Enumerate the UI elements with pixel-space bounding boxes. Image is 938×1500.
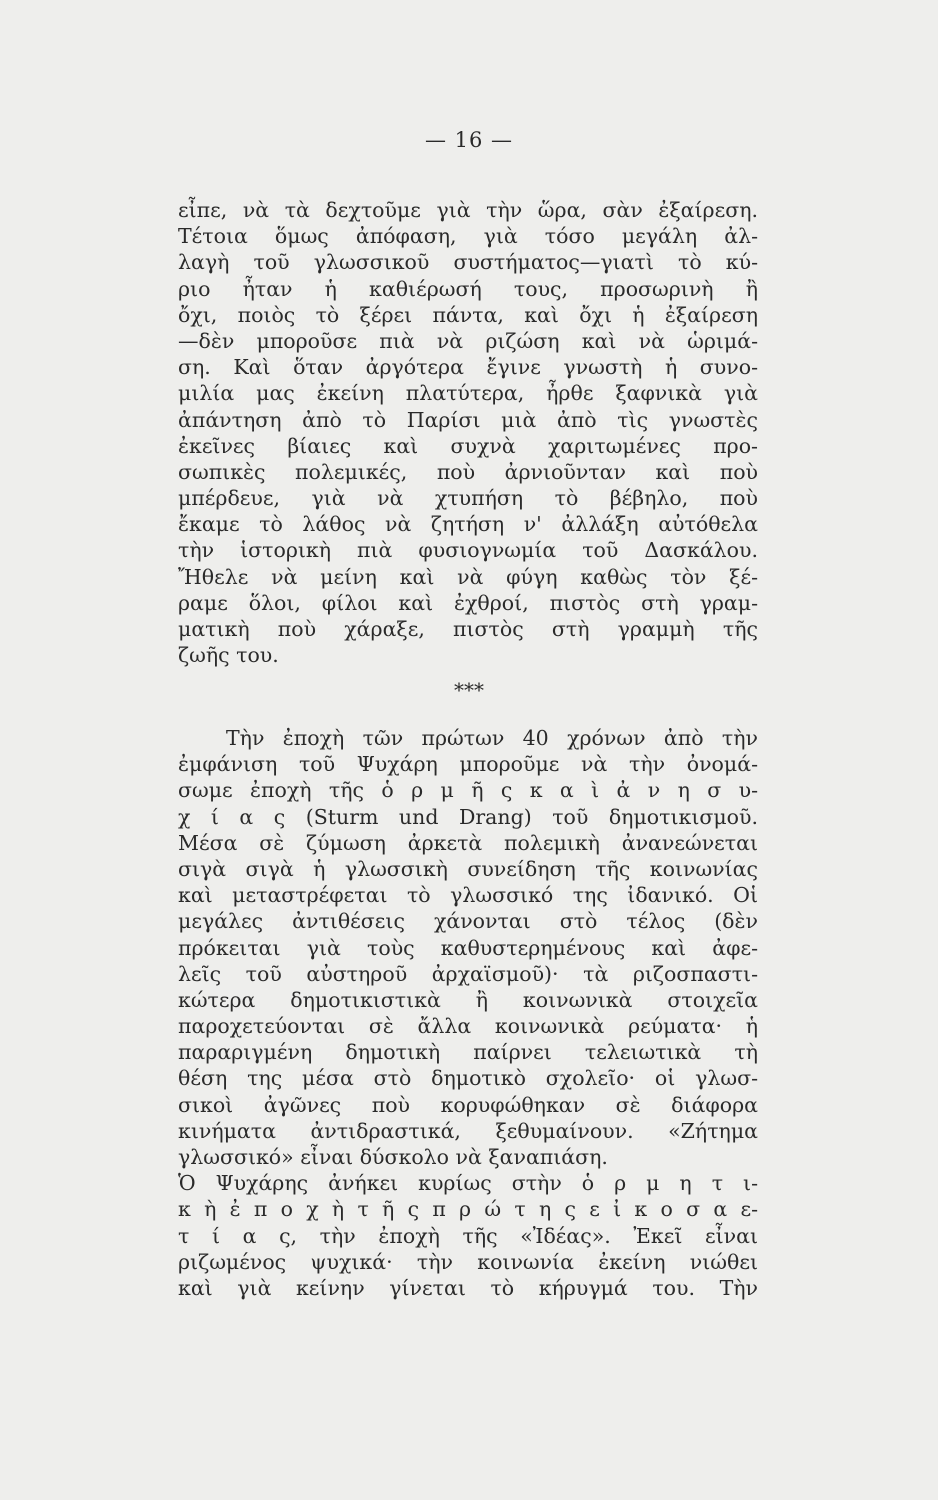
text-line: τ ί α ς, τὴν ἐποχὴ τῆς «Ἰδέας». Ἐκεῖ εἶναι <box>178 1223 758 1248</box>
paragraph-section <box>178 725 758 1301</box>
text-line: εἶπε, νὰ τὰ δεχτοῦμε γιὰ τὴν ὥρα, σὰν ἐξαίρεση. <box>178 198 758 222</box>
text-line: ὄχι, ποιὸς τὸ ξέρει πάντα, καὶ ὄχι ἡ ἐξαίρεση <box>178 302 758 327</box>
text-line: ἐμφάνιση τοῦ Ψυχάρη μποροῦμε νὰ τὴν ὀνομά- <box>178 752 758 777</box>
text-line: Τέτοια ὅμως ἀπόφαση, γιὰ τόσο μεγάλη ἀλ- <box>178 224 758 249</box>
text-line: σικοὶ ἀγῶνες ποὺ κορυφώθηκαν σὲ διάφορα <box>178 1092 758 1117</box>
text-line: ση. Καὶ ὅταν ἀργότερα ἔγινε γνωστὴ ἡ συνο- <box>178 355 758 380</box>
text-line: σωμε ἐποχὴ τῆς ὁ ρ μ ῆ ς κ α ὶ ἀ ν η σ υ- <box>178 778 758 803</box>
text-line: ματικὴ ποὺ χάραξε, πιστὸς στὴ γραμμὴ τῆς <box>178 617 758 641</box>
text-line: Ἤθελε νὰ μείνη καὶ νὰ φύγη καθὼς τὸν ξέ- <box>178 564 758 589</box>
text-line: μεγάλες ἀντιθέσεις χάνονται στὸ τέλος (δὲν <box>178 909 758 934</box>
text-line: ραμε ὅλοι, φίλοι καὶ ἐχθροί, πιστὸς στὴ γραμ- <box>178 590 758 615</box>
page-number: — 16 — <box>424 128 514 152</box>
section-asterism: *** <box>454 678 484 702</box>
text-line: ἔκαμε τὸ λάθος νὰ ζητήση ν' ἀλλάξη αὐτόθελα <box>178 512 758 537</box>
text-line: τὴν ἱστορικὴ πιὰ φυσιογνωμία τοῦ Δασκάλου. <box>178 538 758 563</box>
text-line: παροχετεύονται σὲ ἄλλα κοινωνικὰ ρεύματα· ἡ <box>178 1014 758 1039</box>
text-line: ἀπάντηση ἀπὸ τὸ Παρίσι μιὰ ἀπὸ τὶς γνωστὲς <box>178 407 758 432</box>
text-line: κ ὴ ἐ π ο χ ὴ τ ῆ ς π ρ ώ τ η ς ε ἰ κ ο σ α ε- <box>178 1197 758 1222</box>
text-line: πρόκειται γιὰ τοὺς καθυστερημένους καὶ ἀφε- <box>178 935 758 960</box>
paragraph-continuation <box>178 197 758 668</box>
text-line: —δὲν μποροῦσε πιὰ νὰ ριζώση καὶ νὰ ὡριμά- <box>178 328 758 353</box>
text-line: γλωσσικό» εἶναι δύσκολο νὰ ξαναπιάση. <box>178 1145 608 1169</box>
text-line: ριζωμένος ψυχικά· τὴν κοινωνία ἐκείνη νιώθει <box>178 1249 758 1274</box>
text-line: μπέρδευε, γιὰ νὰ χτυπήση τὸ βέβηλο, ποὺ <box>178 486 758 511</box>
text-line: Ὁ Ψυχάρης ἀνήκει κυρίως στὴν ὁ ρ μ η τ ι- <box>178 1171 758 1196</box>
text-line: λεῖς τοῦ αὐστηροῦ ἀρχαϊσμοῦ)· τὰ ριζοσπαστι- <box>178 961 758 986</box>
text-line: καὶ μεταστρέφεται τὸ γλωσσικό της ἰδανικό. Οἱ <box>178 883 758 908</box>
text-line: σιγὰ σιγὰ ἡ γλωσσικὴ συνείδηση τῆς κοινωνίας <box>178 856 758 881</box>
text-line: Τὴν ἐποχὴ τῶν πρώτων 40 χρόνων ἀπὸ τὴν <box>226 726 758 750</box>
text-line: ζωῆς του. <box>178 643 279 668</box>
text-line: σωπικὲς πολεμικές, ποὺ ἀρνιοῦνταν καὶ ποὺ <box>178 459 758 484</box>
text-line: καὶ γιὰ κείνην γίνεται τὸ κήρυγμά του. Τὴν <box>178 1275 758 1300</box>
text-line: κώτερα δημοτικιστικὰ ἢ κοινωνικὰ στοιχεῖα <box>178 987 758 1012</box>
text-line: ἐκεῖνες βίαιες καὶ συχνὰ χαριτωμένες προ- <box>178 433 758 458</box>
text-line: Μέσα σὲ ζύμωση ἀρκετὰ πολεμικὴ ἀνανεώνεται <box>178 830 758 855</box>
text-line: λαγὴ τοῦ γλωσσικοῦ συστήματος—γιατὶ τὸ κύ- <box>178 250 758 275</box>
text-line: θέση της μέσα στὸ δημοτικὸ σχολεῖο· οἱ γλωσ- <box>178 1066 758 1091</box>
text-line: μιλία μας ἐκείνη πλατύτερα, ἦρθε ξαφνικὰ γιὰ <box>178 381 758 406</box>
text-line: χ ί α ς (Sturm und Drang) τοῦ δημοτικισμοῦ. <box>178 804 758 829</box>
text-line: κινήματα ἀντιδραστικά, ξεθυμαίνουν. «Ζήτημα <box>178 1118 758 1143</box>
text-line: παραριγμένη δημοτικὴ παίρνει τελειωτικὰ τὴ <box>178 1040 758 1065</box>
text-line: ριο ἦταν ἡ καθιέρωσή τους, προσωρινὴ ἢ <box>178 276 758 301</box>
